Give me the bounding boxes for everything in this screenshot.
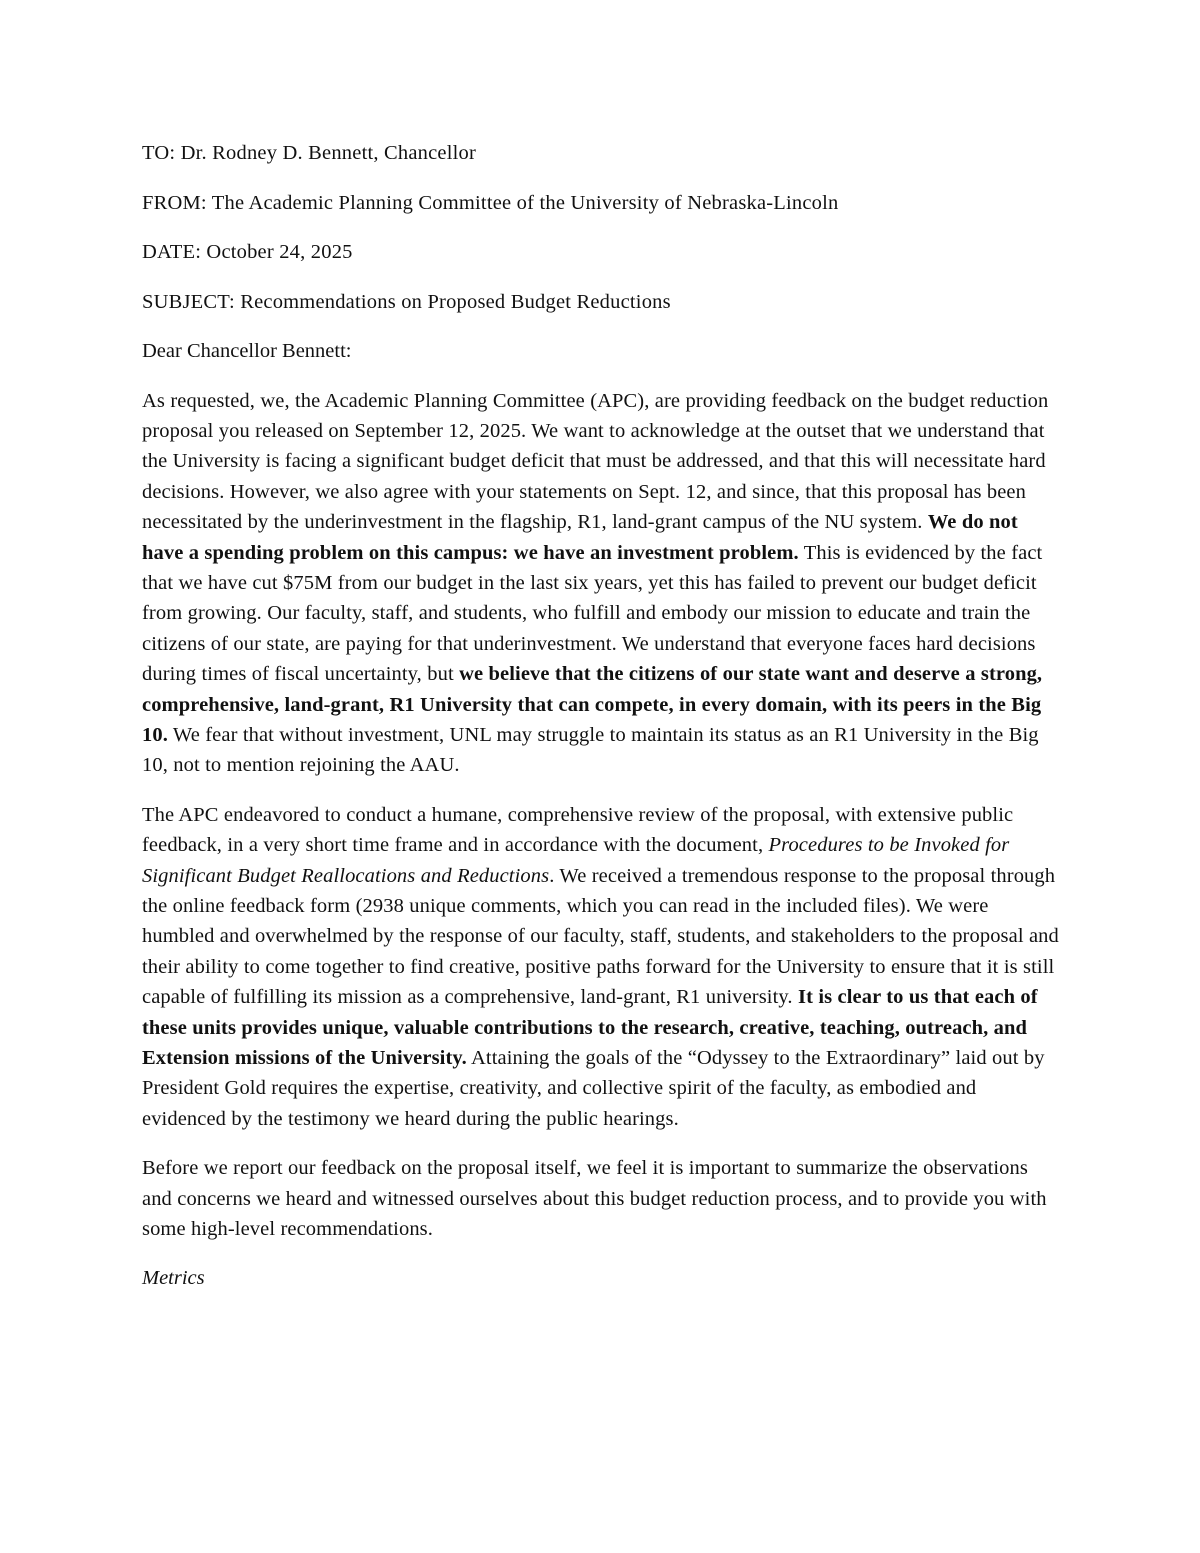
paragraph-1 [142,386,1062,781]
salutation: Dear Chancellor Bennett: [142,340,352,362]
paragraph-1-run-1: As requested, we, the Academic Planning Committee (APC), are providing feedback on the budget reduction proposal you released on September 12, 2025. We want to acknowledge at the outset that we understand that the University is facing a significant budget deficit that must be addressed, and that this will necessitate hard decisions. However, we also agree with your statements on Sept. 12, and since, that this proposal has been necessitated by the underinvestment in the flagship, R1, land-grant campus of the NU system. [142,389,1049,534]
paragraph-1-run-2: This is evidenced by the fact that we have cut $75M from our budget in the last six years, yet this has failed to prevent our budget deficit from growing. Our faculty, staff, and students, who fulfill and embody our mission to educate and train the citizens of our state, are paying for that underinvestment. We understand that everyone faces hard decisions during times of fiscal uncertainty, but [142,541,1043,686]
paragraph-1-bold-2: we believe that the citizens of our state want and deserve a strong, comprehensive, land-grant, R1 University that can compete, in every domain, with its peers in the Big 10. [142,663,1043,746]
paragraph-2-run-1: The APC endeavored to conduct a humane, comprehensive review of the proposal, with extensive public feedback, in a very short time frame and in accordance with the document, [142,803,1014,857]
paragraph-1-bold-1: We do not have a spending problem on this campus: we have an investment problem. [142,511,1018,564]
paragraph-2-run-2: . We received a tremendous response to the proposal through the online feedback form (2938 unique comments, which you can read in the included files). We were humbled and overwhelmed by the response of our faculty, staff, students, and stakeholders to the proposal and their ability to come together to find creative, positive paths forward for the University to ensure that it is still capable of fulfilling its mission as a comprehensive, land-grant, R1 university. [142,864,1059,1009]
memo-field-subject: SUBJECT: Recommendations on Proposed Budget Reductions [142,290,671,313]
paragraph-3 [142,1153,1062,1244]
paragraph-2-bold-1: It is clear to us that each of these units provides unique, valuable contributions to the research, creative, teaching, outreach, and Extension missions of the University. [142,986,1038,1070]
paragraph-2 [142,800,1062,1134]
memo-field-to: TO: Dr. Rodney D. Bennett, Chancellor [142,142,477,164]
memo-field-date: DATE: October 24, 2025 [142,241,353,263]
paragraph-1-run-3: We fear that without investment, UNL may struggle to maintain its status as an R1 University in the Big 10, not to mention rejoining the AAU. [142,723,1039,777]
paragraph-2-italic-title: Procedures to be Invoked for Significant Budget Reallocations and Reductions [142,834,1010,887]
paragraph-3-run-1: Before we report our feedback on the proposal itself, we feel it is important to summarize the observations and concerns we heard and witnessed ourselves about this budget reduction process, and to provide you with some high-level recommendations. [142,1157,1047,1241]
section-heading-metrics: Metrics [142,1267,205,1290]
paragraph-2-run-3: Attaining the goals of the “Odyssey to the Extraordinary” laid out by President Gold requires the expertise, creativity, and collective spirit of the faculty, as embodied and evidenced by the testimony we heard during the public hearings. [142,1047,1045,1130]
document-body [142,138,1062,1293]
memo-field-from: FROM: The Academic Planning Committee of the University of Nebraska-Lincoln [142,191,839,214]
